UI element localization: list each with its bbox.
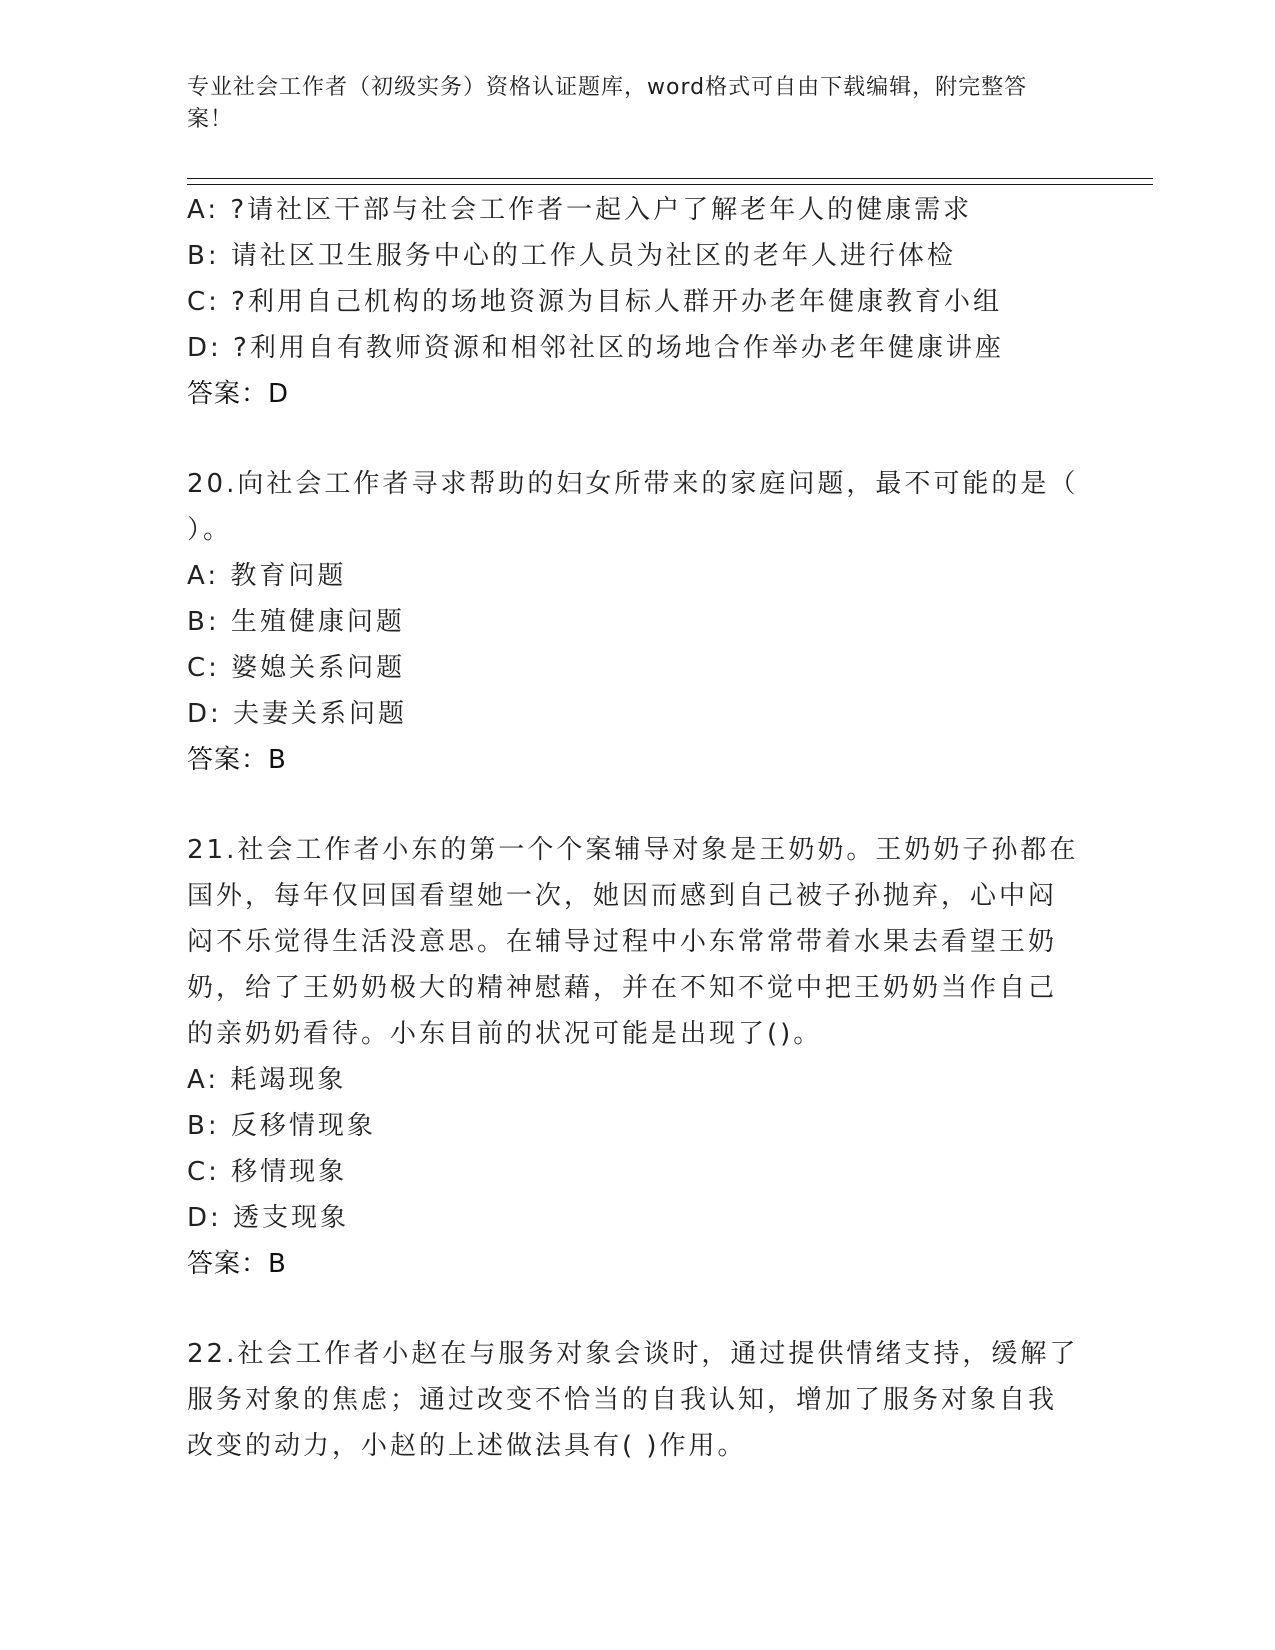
question-text-line: 的亲奶奶看待。小东目前的状况可能是出现了()。 — [187, 1019, 823, 1049]
option-c: C: ?利用自己机构的场地资源为目标人群开办老年健康教育小组 — [187, 287, 1002, 317]
question-text-line: 闷不乐觉得生活没意思。在辅导过程中小东常常带着水果去看望王奶 — [187, 927, 1058, 957]
spacer — [187, 417, 1077, 461]
option-a: A: ?请社区干部与社会工作者一起入户了解老年人的健康需求 — [187, 195, 973, 225]
option-a: A: 耗竭现象 — [187, 1065, 347, 1095]
answer-21: 答案：B — [187, 1249, 287, 1279]
option-d: D: ?利用自有教师资源和相邻社区的场地合作举办老年健康讲座 — [187, 333, 1004, 363]
answer-20: 答案：B — [187, 745, 287, 775]
question-text-line: 奶，给了王奶奶极大的精神慰藉，并在不知不觉中把王奶奶当作自己 — [187, 973, 1058, 1003]
question-text-line: 21.社会工作者小东的第一个个案辅导对象是王奶奶。王奶奶子孙都在 — [187, 835, 1079, 865]
question-text-line: ）。 — [187, 515, 233, 545]
question-21 — [187, 827, 1077, 1287]
question-text-line: 国外，每年仅回国看望她一次，她因而感到自己被子孙抛弃，心中闷 — [187, 881, 1058, 911]
question-content — [187, 187, 1077, 1469]
question-22 — [187, 1331, 1077, 1469]
spacer — [187, 783, 1077, 827]
answer-19: 答案：D — [187, 379, 290, 409]
question-19 — [187, 187, 1077, 417]
spacer — [187, 1287, 1077, 1331]
option-d: D: 透支现象 — [187, 1203, 350, 1233]
question-20 — [187, 461, 1077, 783]
header-rule-bottom — [187, 184, 1153, 185]
question-text-line: 22.社会工作者小赵在与服务对象会谈时，通过提供情绪支持，缓解了 — [187, 1339, 1079, 1369]
option-b: B: 反移情现象 — [187, 1111, 376, 1141]
question-text-line: 20.向社会工作者寻求帮助的妇女所带来的家庭问题，最不可能的是（ — [187, 469, 1079, 499]
option-a: A: 教育问题 — [187, 561, 347, 591]
question-text-line: 改变的动力，小赵的上述做法具有( )作用。 — [187, 1431, 747, 1461]
document-header: 专业社会工作者（初级实务）资格认证题库，word格式可自由下载编辑，附完整答案！ — [187, 75, 1028, 132]
option-b: B: 请社区卫生服务中心的工作人员为社区的老年人进行体检 — [187, 241, 956, 271]
option-b: B: 生殖健康问题 — [187, 607, 405, 637]
option-c: C: 移情现象 — [187, 1157, 348, 1187]
question-text-line: 服务对象的焦虑；通过改变不恰当的自我认知，增加了服务对象自我 — [187, 1385, 1058, 1415]
header-rule-top — [187, 178, 1153, 179]
option-c: C: 婆媳关系问题 — [187, 653, 406, 683]
option-d: D: 夫妻关系问题 — [187, 699, 408, 729]
